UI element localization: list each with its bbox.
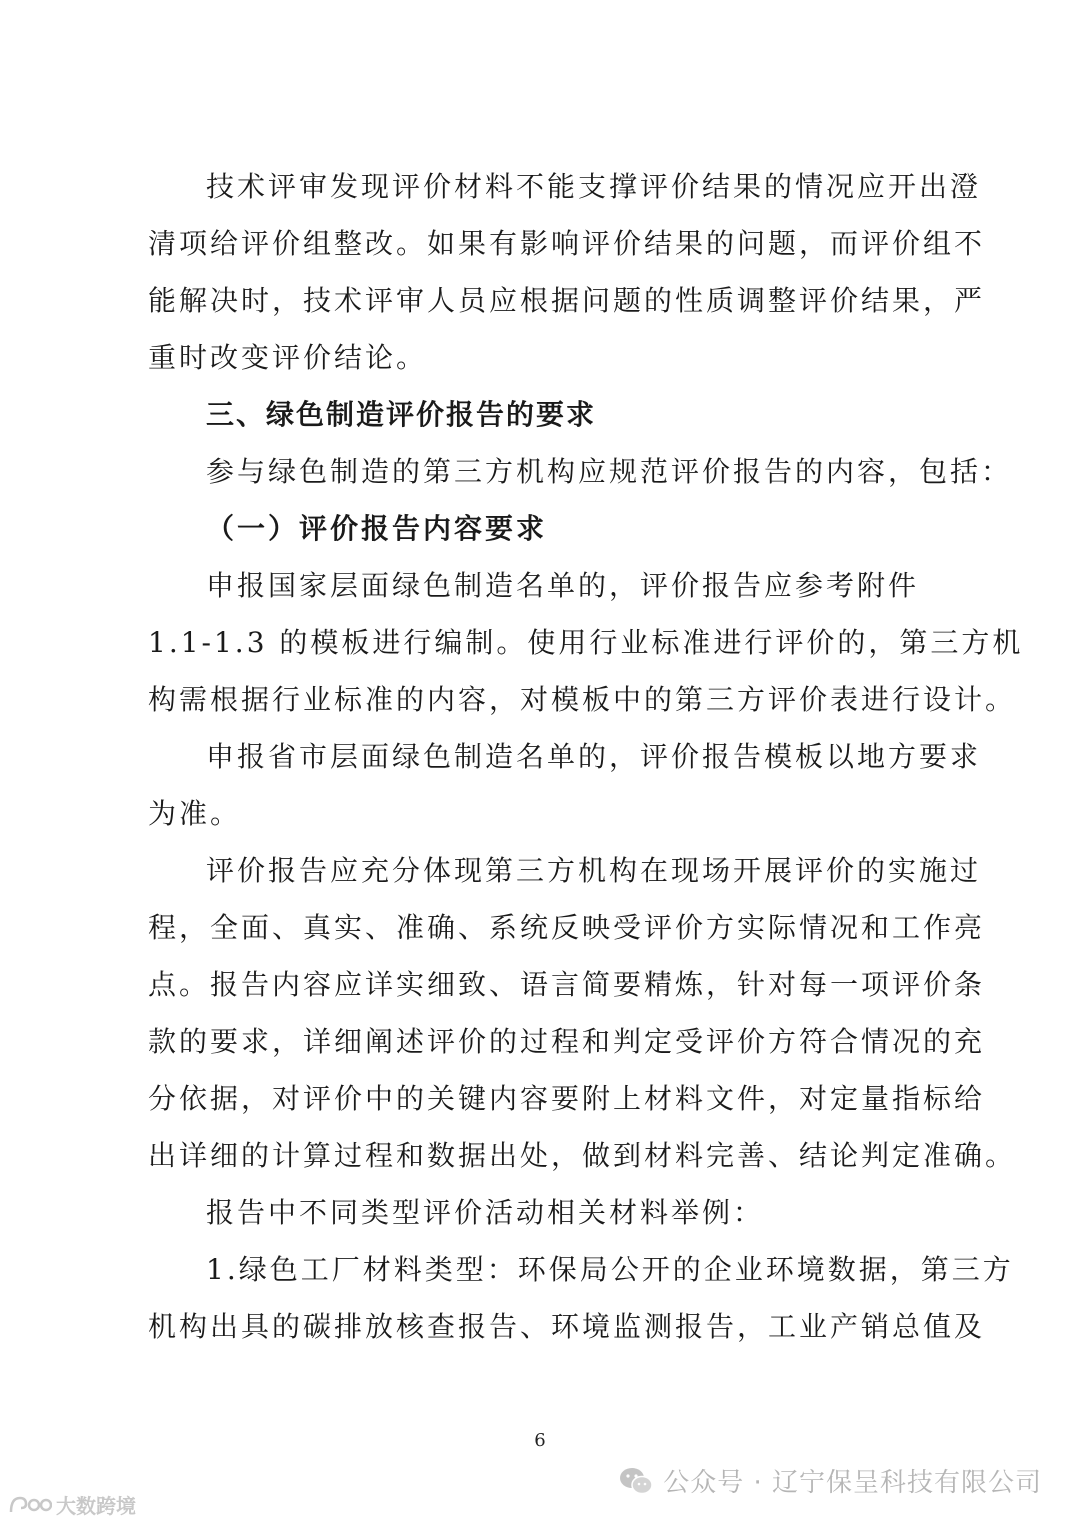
paragraph-line: 报告中不同类型评价活动相关材料举例： — [206, 1196, 765, 1229]
paragraph-line: 分依据，对评价中的关键内容要附上材料文件，对定量指标给 — [148, 1082, 986, 1115]
paragraph-line: 点。报告内容应详实细致、语言简要精炼，针对每一项评价条 — [148, 968, 986, 1001]
paragraph-line: 技术评审发现评价材料不能支撑评价结果的情况应开出澄 — [206, 170, 982, 203]
wechat-icon — [619, 1466, 653, 1496]
paragraph-line: 程，全面、真实、准确、系统反映受评价方实际情况和工作亮 — [148, 911, 986, 944]
paragraph-line: 1.绿色工厂材料类型：环保局公开的企业环境数据，第三方 — [206, 1253, 1014, 1286]
wechat-watermark — [619, 1462, 1042, 1499]
paragraph-line: 评价报告应充分体现第三方机构在现场开展评价的实施过 — [206, 854, 982, 887]
paragraph-line: 申报省市层面绿色制造名单的，评价报告模板以地方要求 — [206, 740, 982, 773]
corner-watermark — [8, 1490, 136, 1519]
paragraph-line: 为准。 — [148, 797, 242, 830]
section-heading: 三、绿色制造评价报告的要求 — [206, 398, 597, 431]
body-text — [148, 158, 1024, 1355]
paragraph-line: 构需根据行业标准的内容，对模板中的第三方评价表进行设计。 — [148, 683, 1017, 716]
paragraph-line: 机构出具的碳排放核查报告、环境监测报告，工业产销总值及 — [148, 1310, 986, 1343]
subsection-heading: （一）评价报告内容要求 — [206, 512, 548, 545]
paragraph-line: 参与绿色制造的第三方机构应规范评价报告的内容，包括： — [206, 455, 1013, 488]
paragraph-line: 1.1-1.3 的模板进行编制。使用行业标准进行评价的，第三方机 — [148, 626, 1024, 659]
corner-watermark-text: 大数跨境 — [56, 1494, 136, 1518]
page-number: 6 — [534, 1430, 546, 1451]
paragraph-line: 能解决时，技术评审人员应根据问题的性质调整评价结果，严 — [148, 284, 986, 317]
paragraph-line: 出详细的计算过程和数据出处，做到材料完善、结论判定准确。 — [148, 1139, 1017, 1172]
brand-logo-icon — [8, 1494, 52, 1516]
paragraph-line: 款的要求，详细阐述评价的过程和判定受评价方符合情况的充 — [148, 1025, 986, 1058]
paragraph-line: 重时改变评价结论。 — [148, 341, 428, 374]
watermark-text: 公众号 · 辽宁保呈科技有限公司 — [663, 1468, 1042, 1498]
paragraph-line: 清项给评价组整改。如果有影响评价结果的问题，而评价组不 — [148, 227, 986, 260]
paragraph-line: 申报国家层面绿色制造名单的，评价报告应参考附件 — [206, 569, 920, 602]
